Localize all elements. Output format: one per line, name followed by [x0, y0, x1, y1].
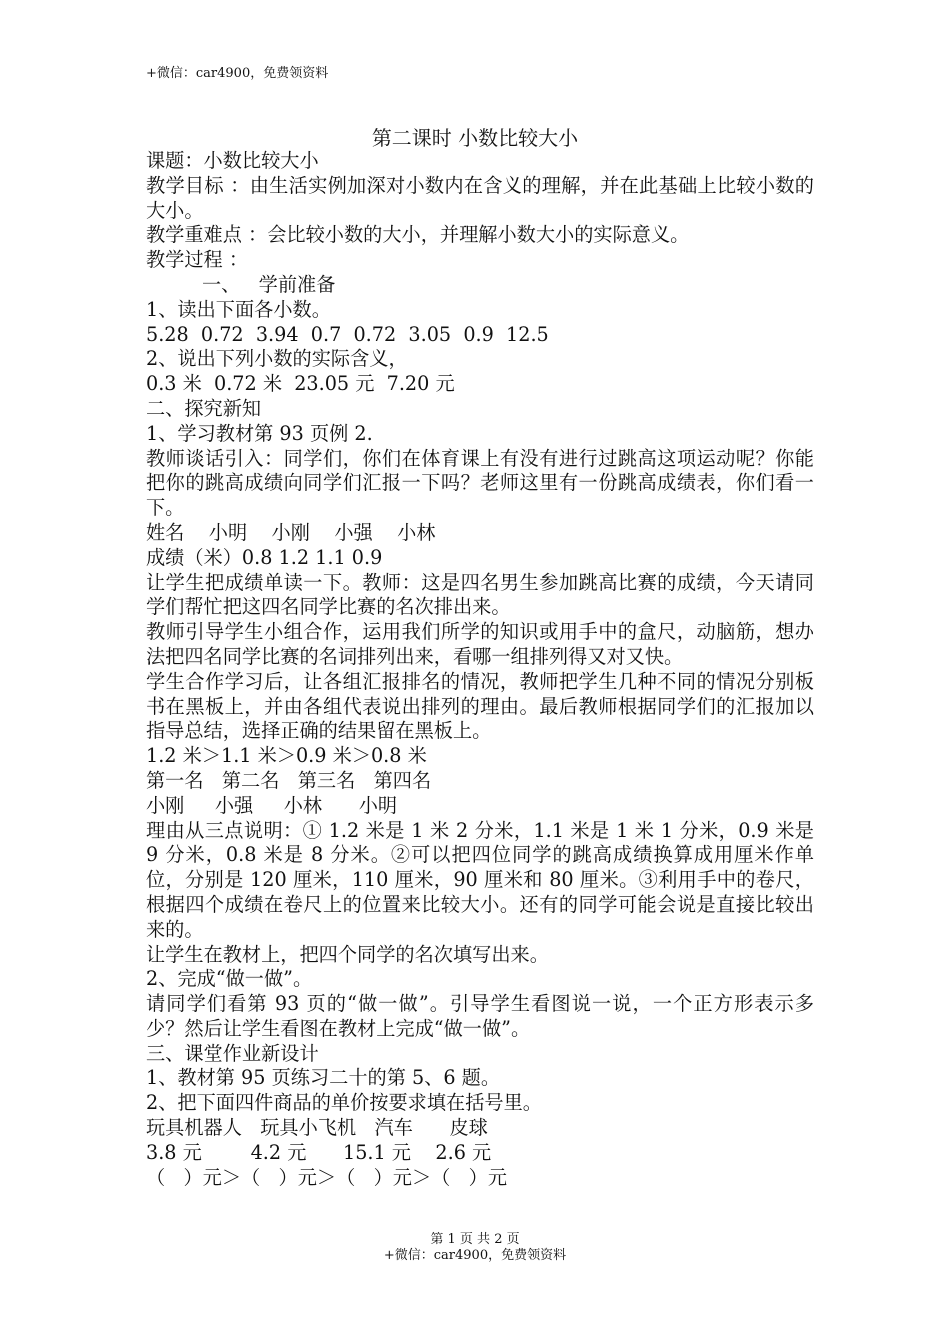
fill-blanks-line: （ ）元＞（ ）元＞（ ）元＞（ ）元	[146, 1165, 508, 1189]
decimal-list: 5.28 0.72 3.94 0.7 0.72 3.05 0.9 12.5	[146, 322, 549, 346]
read-scores-paragraph: 让学生把成绩单读一下。教师：这是四名男生参加跳高比赛的成绩，今天请同学们帮忙把这四名同学比赛的名次排出来。	[146, 570, 814, 619]
rank-names: 小刚 小强 小林 小明	[146, 793, 398, 817]
score-table-values: 成绩（米）0.8 1.2 1.1 0.9	[146, 545, 383, 569]
score-table-names: 姓名 小明 小刚 小强 小林	[146, 520, 436, 544]
product-prices: 3.8 元 4.2 元 15.1 元 2.6 元	[146, 1140, 492, 1164]
report-paragraph: 学生合作学习后，让各组汇报排名的情况，教师把学生几种不同的情况分别板书在黑板上，并由各组代表说出排列的理由。最后教师根据同学们的汇报加以指导总结，选择正确的结果留在黑板上。	[146, 669, 814, 743]
key-points: 教学重难点 ：会比较小数的大小，并理解小数大小的实际意义。	[146, 223, 690, 247]
comparison-result: 1.2 米＞1.1 米＞0.9 米＞0.8 米	[146, 744, 427, 768]
do-it-paragraph: 请同学们看第 93 页的“做一做”。引导学生看图说一说，一个正方形表示多少？然后让学生看图在教材上完成“做一做”。	[146, 992, 814, 1040]
example-ref: 1、学习教材第 93 页例 2.	[146, 421, 373, 445]
rank-labels: 第一名 第二名 第三名 第四名	[146, 768, 432, 792]
page-title: 第二课时 小数比较大小	[371, 126, 579, 150]
page-footer	[0, 1232, 950, 1264]
unit-decimal-list: 0.3 米 0.72 米 23.05 元 7.20 元	[146, 372, 455, 396]
lesson-body	[146, 149, 814, 1190]
header-watermark: +微信：car4900，免费领资料	[146, 66, 329, 81]
section-3-heading: 三、课堂作业新设计	[146, 1041, 319, 1065]
teacher-intro: 教师谈话引入：同学们，你们在体育课上有没有进行过跳高这项运动呢？你能把你的跳高成绩向同学们汇报一下吗？老师这里有一份跳高成绩表，你们看一下。	[146, 446, 814, 520]
page-number: 第 1 页 共 2 页	[430, 1232, 520, 1247]
product-names: 玩具机器人 玩具小飞机 汽车 皮球	[146, 1116, 488, 1140]
lesson-topic: 课题：小数比较大小	[146, 149, 319, 172]
task-read-decimals: 1、读出下面各小数。	[146, 297, 331, 321]
group-work-paragraph: 教师引导学生小组合作，运用我们所学的知识或用手中的盒尺，动脑筋，想办法把四名同学比赛的名词排列出来，看哪一组排列得又对又快。	[146, 620, 814, 668]
task-meaning: 2、说出下列小数的实际含义，	[146, 347, 408, 371]
process-heading: 教学过程 ：	[146, 248, 249, 272]
do-it-heading: 2、完成“做一做”。	[146, 967, 313, 991]
homework-item-2: 2、把下面四件商品的单价按要求填在括号里。	[146, 1091, 542, 1115]
section-2-heading: 二、探究新知	[146, 396, 262, 420]
fill-ranks-instruction: 让学生在教材上，把四个同学的名次填写出来。	[146, 942, 549, 966]
section-1-heading: 一、 学前准备	[202, 272, 336, 296]
footer-watermark: +微信：car4900，免费领资料	[383, 1248, 567, 1263]
reasons-paragraph: 理由从三点说明：① 1.2 米是 1 米 2 分米，1.1 米是 1 米 1 分米，0.9 米是 9 分米，0.8 米是 8 分米。②可以把四位同学的跳高成绩换算成用厘米作单位，分别是 120 厘米，110 厘米，90 厘米和 80 厘米。③利用手中的卷尺，根据四个成绩在卷尺上的位置来比较大小。还有的同学可能会说是直接比较出来的。	[146, 818, 814, 941]
teaching-goal: 教学目标 ：由生活实例加深对小数内在含义的理解，并在此基础上比较小数的大小。	[146, 173, 814, 222]
homework-item-1: 1、教材第 95 页练习二十的第 5、6 题。	[146, 1066, 501, 1090]
